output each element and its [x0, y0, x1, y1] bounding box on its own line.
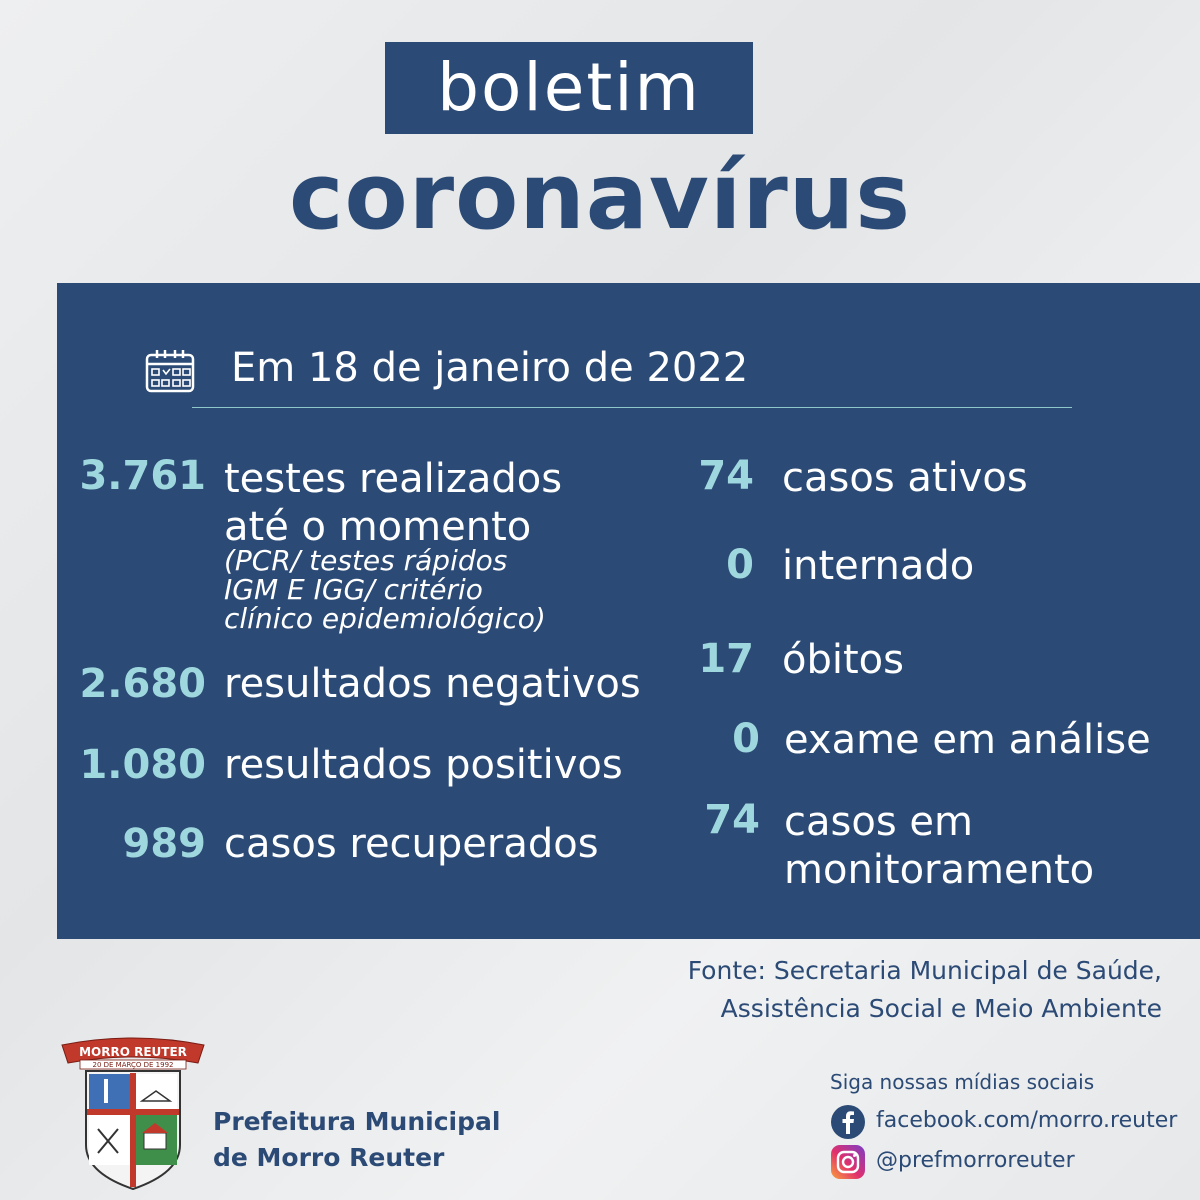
social-title: Siga nossas mídias sociais: [830, 1070, 1095, 1094]
stat-label-recovered: casos recuperados: [224, 821, 599, 867]
stats-panel: [57, 283, 1200, 939]
stat-label-positives: resultados positivos: [224, 742, 623, 788]
stat-label-tests-line1: testes realizados: [224, 456, 563, 502]
stat-note-line2: IGM E IGG/ critério: [224, 573, 483, 606]
instagram-icon: [830, 1144, 866, 1180]
stat-label-active: casos ativos: [782, 455, 1028, 501]
source-line2: Assistência Social e Meio Ambiente: [720, 994, 1162, 1023]
stat-note-line1: (PCR/ testes rápidos: [224, 544, 508, 577]
prefeitura-name: [213, 1104, 500, 1176]
crest-banner: 20 DE MARÇO DE 1992: [92, 1061, 174, 1069]
stat-note-line3: clínico epidemiológico): [224, 602, 546, 635]
stat-label-monitoring-line1: casos em: [784, 799, 973, 845]
stat-value-negatives: 2.680: [79, 661, 206, 707]
source-line1: Fonte: Secretaria Municipal de Saúde,: [687, 956, 1162, 985]
stat-value-monitoring: 74: [704, 797, 760, 843]
stat-value-pending: 0: [732, 716, 760, 762]
stat-value-recovered: 989: [122, 821, 206, 867]
stat-label-tests-line2: até o momento: [224, 504, 532, 550]
crest-title: MORRO REUTER: [79, 1045, 187, 1059]
stat-label-negatives: resultados negativos: [224, 661, 641, 707]
crest-logo: [58, 1033, 208, 1193]
stat-label-deaths: óbitos: [782, 637, 904, 683]
divider: [192, 407, 1072, 408]
bulletin-date: Em 18 de janeiro de 2022: [231, 345, 749, 391]
stat-value-tests: 3.761: [79, 453, 206, 499]
stat-label-monitoring-line2: monitoramento: [784, 847, 1095, 893]
facebook-icon: [830, 1104, 866, 1140]
calendar-icon: [145, 349, 195, 393]
stat-label-pending: exame em análise: [784, 717, 1151, 763]
stat-value-positives: 1.080: [79, 742, 206, 788]
facebook-url[interactable]: facebook.com/morro.reuter: [876, 1108, 1178, 1133]
stat-value-hospitalized: 0: [726, 542, 754, 588]
title-boletim: boletim: [385, 42, 753, 134]
stat-label-hospitalized: internado: [782, 543, 975, 589]
title-coronavirus: coronavírus: [288, 143, 912, 250]
instagram-handle[interactable]: @prefmorroreuter: [876, 1148, 1075, 1173]
stat-value-active: 74: [698, 453, 754, 499]
prefeitura-line2: de Morro Reuter: [213, 1143, 445, 1172]
stat-value-deaths: 17: [698, 636, 754, 682]
source-note: [688, 952, 1162, 1028]
prefeitura-line1: Prefeitura Municipal: [213, 1107, 501, 1136]
